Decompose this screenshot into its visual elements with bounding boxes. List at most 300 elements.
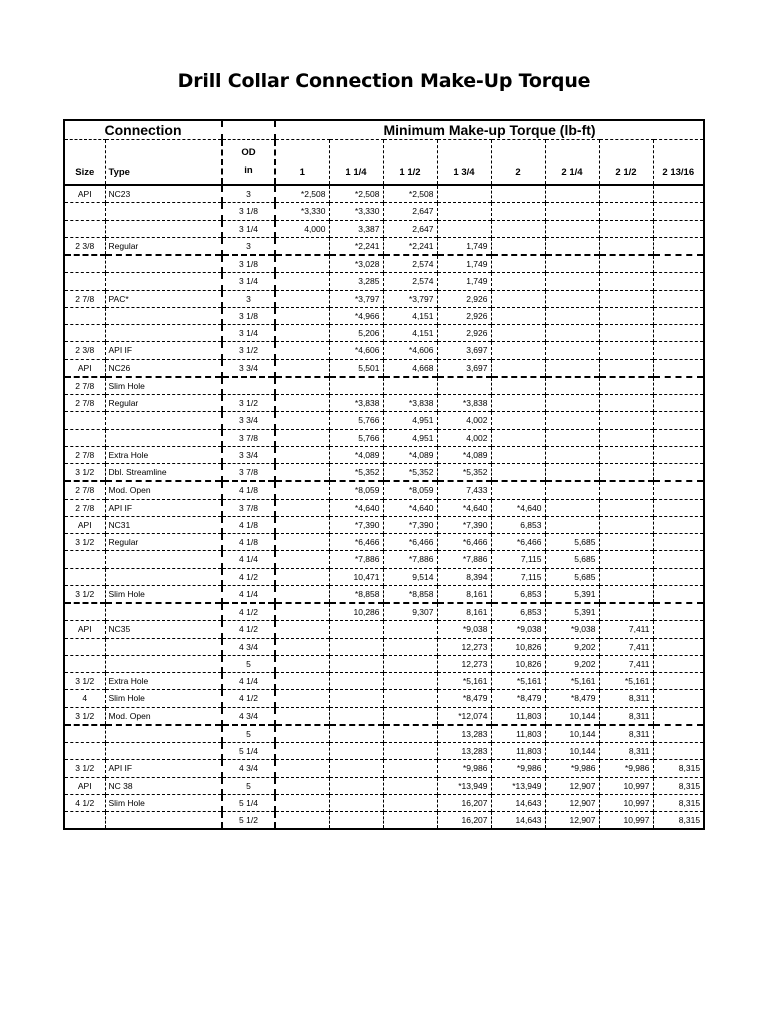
torque-header: Minimum Make-up Torque (lb-ft) <box>275 120 704 140</box>
size-cell <box>64 725 105 743</box>
torque-cell <box>599 290 653 307</box>
od-cell: 3 7/8 <box>222 464 275 482</box>
torque-cell: *9,986 <box>545 760 599 777</box>
torque-cell <box>329 777 383 794</box>
torque-cell <box>599 377 653 395</box>
type-cell: Regular <box>105 395 222 412</box>
torque-cell: *8,059 <box>383 481 437 499</box>
size-cell <box>64 325 105 342</box>
od-cell: 5 1/4 <box>222 794 275 811</box>
type-header: Type <box>105 140 222 186</box>
bore-header: 1 3/4 <box>437 140 491 186</box>
torque-cell <box>383 707 437 725</box>
torque-cell: *9,038 <box>491 621 545 638</box>
torque-cell <box>599 585 653 603</box>
od-cell: 4 3/4 <box>222 638 275 655</box>
torque-cell: *8,059 <box>329 481 383 499</box>
torque-cell: 8,394 <box>437 568 491 585</box>
torque-cell <box>545 377 599 395</box>
torque-cell: 6,853 <box>491 603 545 621</box>
torque-cell <box>383 812 437 830</box>
od-header-bottom: in <box>244 165 253 176</box>
torque-cell <box>653 307 704 324</box>
torque-cell: *4,606 <box>329 342 383 359</box>
torque-cell <box>545 290 599 307</box>
torque-cell <box>275 516 329 533</box>
torque-cell <box>275 255 329 273</box>
torque-cell: 5,766 <box>329 412 383 429</box>
torque-cell <box>545 499 599 516</box>
torque-cell <box>275 743 329 760</box>
torque-cell: 8,311 <box>599 690 653 707</box>
torque-cell <box>653 621 704 638</box>
torque-cell <box>545 412 599 429</box>
od-cell: 3 1/4 <box>222 273 275 290</box>
table-row <box>64 638 704 655</box>
size-cell <box>64 743 105 760</box>
size-cell: API <box>64 516 105 533</box>
torque-cell <box>275 794 329 811</box>
torque-cell <box>491 446 545 463</box>
table-row <box>64 725 704 743</box>
table-row <box>64 377 704 395</box>
table-row <box>64 342 704 359</box>
torque-cell <box>491 255 545 273</box>
torque-cell: 1,749 <box>437 273 491 290</box>
type-cell <box>105 551 222 568</box>
table-row <box>64 412 704 429</box>
torque-cell <box>437 203 491 220</box>
torque-cell: 12,907 <box>545 794 599 811</box>
type-cell <box>105 568 222 585</box>
size-cell: 2 7/8 <box>64 499 105 516</box>
torque-cell <box>491 237 545 255</box>
torque-cell: 11,803 <box>491 707 545 725</box>
torque-cell: 9,202 <box>545 655 599 672</box>
torque-cell: 7,115 <box>491 568 545 585</box>
torque-cell <box>275 777 329 794</box>
torque-cell: *3,797 <box>383 290 437 307</box>
torque-cell: 10,144 <box>545 725 599 743</box>
torque-cell <box>653 325 704 342</box>
torque-cell <box>545 481 599 499</box>
od-header <box>222 140 275 186</box>
torque-cell <box>275 237 329 255</box>
size-cell <box>64 273 105 290</box>
od-cell: 3 1/8 <box>222 307 275 324</box>
torque-cell <box>383 690 437 707</box>
size-header: Size <box>64 140 105 186</box>
od-cell: 4 1/4 <box>222 551 275 568</box>
torque-cell <box>275 621 329 638</box>
torque-cell: 3,387 <box>329 220 383 237</box>
torque-cell <box>653 395 704 412</box>
torque-cell <box>599 446 653 463</box>
torque-cell <box>491 395 545 412</box>
torque-cell: 10,471 <box>329 568 383 585</box>
torque-cell <box>599 342 653 359</box>
torque-cell <box>599 516 653 533</box>
torque-cell: *7,390 <box>383 516 437 533</box>
torque-cell <box>599 359 653 377</box>
torque-cell: 9,514 <box>383 568 437 585</box>
type-cell: API IF <box>105 760 222 777</box>
torque-cell: 7,411 <box>599 638 653 655</box>
torque-cell <box>275 359 329 377</box>
torque-cell <box>653 481 704 499</box>
torque-cell: 2,574 <box>383 273 437 290</box>
torque-cell: 4,951 <box>383 412 437 429</box>
torque-cell: 3,697 <box>437 342 491 359</box>
bore-header: 2 1/2 <box>599 140 653 186</box>
torque-cell: *4,089 <box>437 446 491 463</box>
type-cell: NC35 <box>105 621 222 638</box>
type-cell <box>105 307 222 324</box>
type-cell: NC23 <box>105 185 222 203</box>
size-cell <box>64 638 105 655</box>
type-cell: Extra Hole <box>105 673 222 690</box>
torque-cell <box>491 481 545 499</box>
torque-cell: 4,000 <box>275 220 329 237</box>
torque-cell <box>275 290 329 307</box>
torque-cell: 4,002 <box>437 429 491 446</box>
od-cell: 3 1/2 <box>222 342 275 359</box>
torque-cell: 5,206 <box>329 325 383 342</box>
size-cell: API <box>64 621 105 638</box>
torque-cell <box>329 673 383 690</box>
torque-cell <box>275 307 329 324</box>
torque-cell: *3,330 <box>329 203 383 220</box>
type-cell: Mod. Open <box>105 707 222 725</box>
torque-cell <box>275 812 329 830</box>
torque-cell: *5,161 <box>545 673 599 690</box>
torque-cell: 5,685 <box>545 534 599 551</box>
torque-cell: 10,144 <box>545 707 599 725</box>
torque-cell: *2,508 <box>329 185 383 203</box>
torque-cell: *5,352 <box>383 464 437 482</box>
type-cell <box>105 203 222 220</box>
torque-cell: *7,390 <box>329 516 383 533</box>
torque-cell <box>275 760 329 777</box>
type-cell <box>105 603 222 621</box>
torque-cell <box>329 621 383 638</box>
bore-header: 1 <box>275 140 329 186</box>
torque-cell <box>383 794 437 811</box>
torque-cell <box>275 481 329 499</box>
torque-cell <box>545 325 599 342</box>
table-row <box>64 203 704 220</box>
od-cell: 3 <box>222 290 275 307</box>
torque-cell <box>275 395 329 412</box>
type-cell: NC31 <box>105 516 222 533</box>
od-cell: 4 1/4 <box>222 585 275 603</box>
od-header-top: OD <box>241 147 256 158</box>
torque-cell <box>491 273 545 290</box>
torque-cell: 8,161 <box>437 603 491 621</box>
torque-cell: *3,838 <box>329 395 383 412</box>
torque-cell <box>599 412 653 429</box>
torque-cell: 16,207 <box>437 812 491 830</box>
size-cell: API <box>64 777 105 794</box>
size-cell <box>64 603 105 621</box>
torque-cell: *4,606 <box>383 342 437 359</box>
torque-cell <box>383 621 437 638</box>
od-cell: 3 <box>222 237 275 255</box>
size-cell <box>64 568 105 585</box>
torque-cell <box>599 481 653 499</box>
type-cell: Regular <box>105 237 222 255</box>
table-row <box>64 794 704 811</box>
torque-cell <box>275 412 329 429</box>
od-cell: 3 7/8 <box>222 499 275 516</box>
size-cell <box>64 412 105 429</box>
torque-cell <box>275 568 329 585</box>
type-cell: Dbl. Streamline <box>105 464 222 482</box>
torque-cell: *3,330 <box>275 203 329 220</box>
torque-cell: 4,151 <box>383 325 437 342</box>
torque-cell: 8,311 <box>599 743 653 760</box>
torque-cell <box>599 464 653 482</box>
torque-cell <box>545 464 599 482</box>
torque-cell <box>545 516 599 533</box>
torque-cell: 6,853 <box>491 585 545 603</box>
table-row <box>64 325 704 342</box>
torque-cell: 13,283 <box>437 743 491 760</box>
torque-cell <box>599 325 653 342</box>
size-cell: 3 1/2 <box>64 585 105 603</box>
od-header-top-blank <box>222 120 275 140</box>
torque-cell <box>329 707 383 725</box>
torque-cell <box>545 203 599 220</box>
type-cell <box>105 638 222 655</box>
torque-cell: 8,315 <box>653 794 704 811</box>
torque-cell: *4,640 <box>491 499 545 516</box>
torque-cell: *9,038 <box>545 621 599 638</box>
torque-cell: *5,352 <box>437 464 491 482</box>
torque-cell <box>599 185 653 203</box>
torque-cell: 5,391 <box>545 585 599 603</box>
torque-cell <box>329 743 383 760</box>
od-cell: 3 3/4 <box>222 359 275 377</box>
torque-cell: 11,803 <box>491 743 545 760</box>
type-cell: Regular <box>105 534 222 551</box>
torque-cell <box>383 760 437 777</box>
torque-cell: *3,028 <box>329 255 383 273</box>
torque-cell <box>491 325 545 342</box>
torque-cell <box>599 237 653 255</box>
type-cell: Slim Hole <box>105 377 222 395</box>
torque-cell: *6,466 <box>329 534 383 551</box>
size-cell <box>64 220 105 237</box>
torque-cell <box>653 185 704 203</box>
type-cell <box>105 812 222 830</box>
torque-cell <box>653 429 704 446</box>
torque-cell: *3,838 <box>383 395 437 412</box>
torque-cell <box>383 777 437 794</box>
torque-cell: *5,161 <box>491 673 545 690</box>
torque-cell: *9,986 <box>437 760 491 777</box>
torque-cell: *4,640 <box>437 499 491 516</box>
torque-cell <box>491 412 545 429</box>
size-cell: API <box>64 185 105 203</box>
type-cell: Mod. Open <box>105 481 222 499</box>
od-cell: 3 1/8 <box>222 203 275 220</box>
torque-cell <box>275 342 329 359</box>
torque-cell <box>653 273 704 290</box>
torque-cell: 10,997 <box>599 812 653 830</box>
torque-cell <box>599 220 653 237</box>
torque-cell: *12,074 <box>437 707 491 725</box>
torque-cell: 8,161 <box>437 585 491 603</box>
torque-cell: 2,926 <box>437 307 491 324</box>
torque-cell: *13,949 <box>437 777 491 794</box>
table-row <box>64 290 704 307</box>
torque-cell <box>329 760 383 777</box>
torque-cell <box>653 290 704 307</box>
torque-cell: *6,466 <box>383 534 437 551</box>
type-cell: API IF <box>105 499 222 516</box>
torque-cell: *7,390 <box>437 516 491 533</box>
size-cell: 2 3/8 <box>64 237 105 255</box>
size-cell: 3 1/2 <box>64 673 105 690</box>
od-cell: 3 1/2 <box>222 395 275 412</box>
torque-cell <box>599 499 653 516</box>
table-row <box>64 551 704 568</box>
torque-cell: 10,997 <box>599 794 653 811</box>
torque-cell: 3,697 <box>437 359 491 377</box>
torque-cell <box>599 255 653 273</box>
torque-cell <box>653 725 704 743</box>
torque-cell: 5,685 <box>545 568 599 585</box>
od-cell: 3 1/4 <box>222 220 275 237</box>
size-cell <box>64 551 105 568</box>
size-cell: 4 1/2 <box>64 794 105 811</box>
size-cell: 2 7/8 <box>64 377 105 395</box>
header-row-bottom <box>64 140 704 186</box>
torque-cell: *6,466 <box>437 534 491 551</box>
table-row <box>64 307 704 324</box>
table-row <box>64 673 704 690</box>
type-cell: NC 38 <box>105 777 222 794</box>
torque-cell <box>653 655 704 672</box>
type-cell <box>105 655 222 672</box>
table-row <box>64 655 704 672</box>
torque-cell <box>653 446 704 463</box>
torque-cell <box>653 603 704 621</box>
size-cell <box>64 429 105 446</box>
torque-cell <box>491 307 545 324</box>
torque-cell: 8,315 <box>653 777 704 794</box>
torque-cell <box>275 464 329 482</box>
torque-cell <box>383 377 437 395</box>
torque-cell: 5,501 <box>329 359 383 377</box>
torque-cell: *4,966 <box>329 307 383 324</box>
torque-cell <box>653 743 704 760</box>
type-cell: Slim Hole <box>105 690 222 707</box>
torque-cell <box>275 725 329 743</box>
torque-cell <box>545 429 599 446</box>
type-cell: PAC* <box>105 290 222 307</box>
torque-cell <box>275 655 329 672</box>
torque-cell: 14,643 <box>491 812 545 830</box>
torque-table <box>63 119 705 830</box>
torque-cell: *2,508 <box>275 185 329 203</box>
size-cell: 3 1/2 <box>64 464 105 482</box>
torque-cell <box>491 377 545 395</box>
torque-cell <box>275 585 329 603</box>
type-cell: Slim Hole <box>105 585 222 603</box>
type-cell <box>105 220 222 237</box>
torque-cell: 8,315 <box>653 760 704 777</box>
table-row <box>64 255 704 273</box>
od-cell: 4 3/4 <box>222 760 275 777</box>
od-cell: 5 1/4 <box>222 743 275 760</box>
torque-cell: 10,144 <box>545 743 599 760</box>
torque-cell: 8,311 <box>599 707 653 725</box>
size-cell: 2 7/8 <box>64 290 105 307</box>
torque-cell: 4,002 <box>437 412 491 429</box>
torque-cell: 5,685 <box>545 551 599 568</box>
torque-cell <box>437 185 491 203</box>
torque-cell <box>653 377 704 395</box>
table-row <box>64 499 704 516</box>
torque-cell: 9,307 <box>383 603 437 621</box>
torque-cell <box>545 342 599 359</box>
torque-cell: 6,853 <box>491 516 545 533</box>
torque-cell <box>383 638 437 655</box>
torque-cell <box>275 707 329 725</box>
torque-cell: 9,202 <box>545 638 599 655</box>
torque-cell: 7,115 <box>491 551 545 568</box>
table-row <box>64 690 704 707</box>
torque-cell <box>329 638 383 655</box>
torque-cell <box>653 237 704 255</box>
od-cell: 3 7/8 <box>222 429 275 446</box>
torque-cell: *7,886 <box>383 551 437 568</box>
table-row <box>64 707 704 725</box>
torque-cell <box>653 220 704 237</box>
od-cell: 4 1/4 <box>222 673 275 690</box>
torque-cell <box>599 203 653 220</box>
bore-header: 2 <box>491 140 545 186</box>
table-row <box>64 568 704 585</box>
torque-cell: *5,161 <box>437 673 491 690</box>
torque-cell: *8,479 <box>545 690 599 707</box>
table-row <box>64 534 704 551</box>
torque-cell <box>599 429 653 446</box>
type-cell <box>105 273 222 290</box>
table-body <box>64 120 704 829</box>
torque-cell <box>383 673 437 690</box>
torque-cell <box>329 690 383 707</box>
bore-header: 1 1/4 <box>329 140 383 186</box>
od-cell: 3 1/4 <box>222 325 275 342</box>
torque-cell: 8,311 <box>599 725 653 743</box>
torque-cell <box>545 255 599 273</box>
torque-cell: 2,574 <box>383 255 437 273</box>
table-row <box>64 760 704 777</box>
torque-cell <box>599 551 653 568</box>
torque-cell: 4,668 <box>383 359 437 377</box>
torque-cell <box>383 743 437 760</box>
torque-cell <box>491 185 545 203</box>
torque-cell: *4,089 <box>383 446 437 463</box>
od-cell: 5 1/2 <box>222 812 275 830</box>
od-cell: 4 1/2 <box>222 568 275 585</box>
torque-cell <box>383 725 437 743</box>
size-cell: 2 7/8 <box>64 481 105 499</box>
torque-cell <box>599 273 653 290</box>
